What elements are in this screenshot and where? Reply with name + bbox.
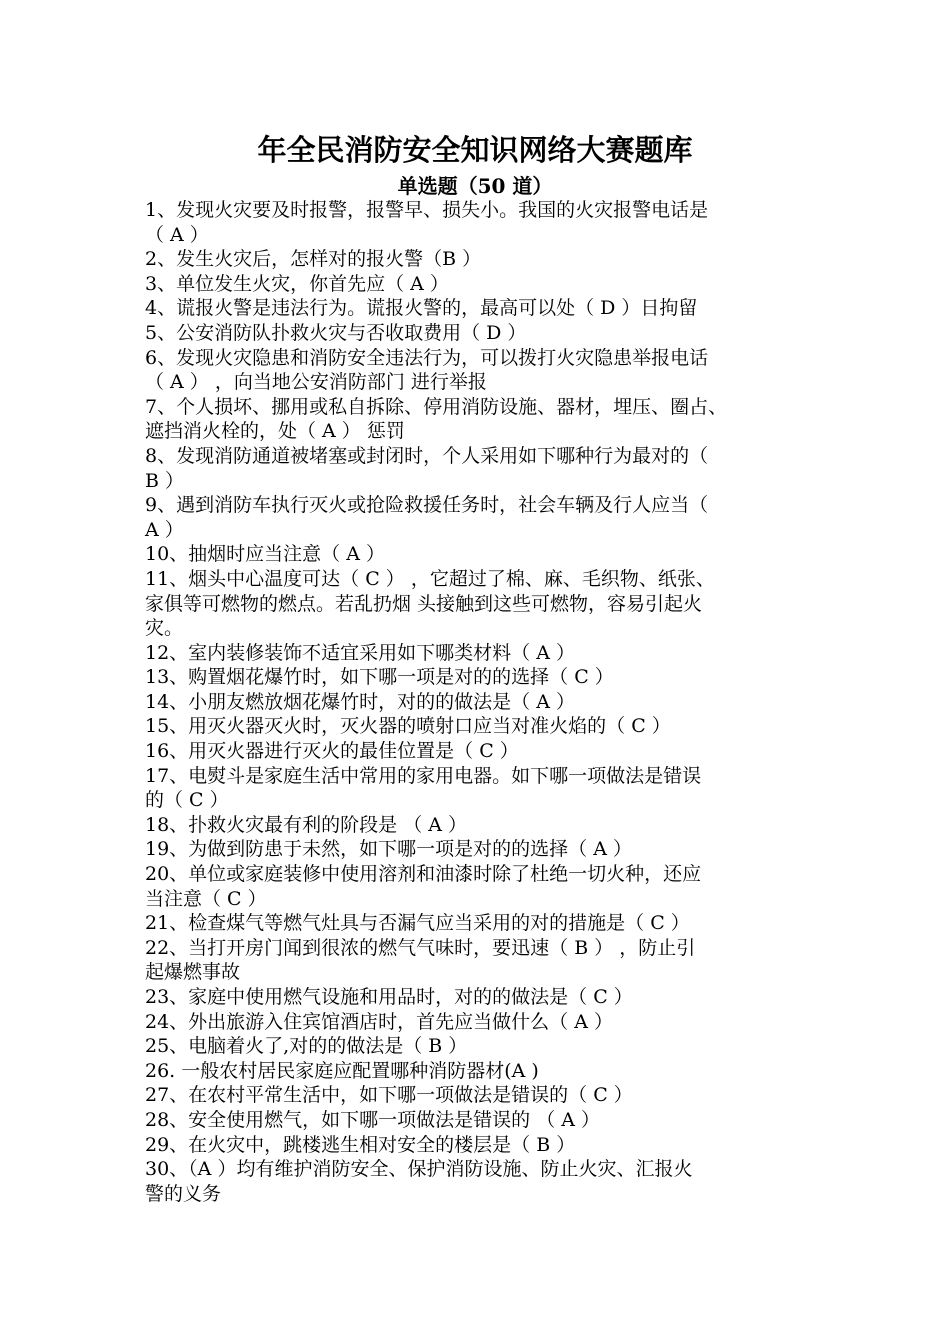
question-item [145, 862, 835, 911]
question-text-line: 8、发现消防通道被堵塞或封闭时，个人采用如下哪种行为最对的（ [145, 444, 709, 467]
question-item [145, 665, 835, 690]
question-item [145, 764, 835, 813]
question-item [145, 296, 835, 321]
question-text-line: 26. 一般农村居民家庭应配置哪种消防器材(A ) [145, 1059, 539, 1082]
question-item [145, 493, 835, 542]
question-text-line: 21、检查煤气等燃气灶具与否漏气应当采用的对的措施是（ C ） [145, 912, 690, 935]
question-text-line: 警的义务 [145, 1182, 222, 1205]
question-item [145, 813, 835, 838]
question-item [145, 641, 835, 666]
question-text-line: 19、为做到防患于未然，如下哪一项是对的的选择（ A ） [145, 838, 632, 861]
question-text-line: 20、单位或家庭装修中使用溶剂和油漆时除了杜绝一切火种，还应 [145, 863, 702, 886]
question-text-line: 28、安全使用燃气，如下哪一项做法是错误的 （ A ） [145, 1108, 601, 1131]
question-text-line: 23、家庭中使用燃气设施和用品时，对的的做法是（ C ） [145, 986, 633, 1008]
question-text-line: 遮挡消火栓的，处（ A ） 惩罚 [145, 420, 405, 443]
question-text-line: 当注意（ C ） [145, 887, 267, 910]
question-text-line: 2、发生火灾后，怎样对的报火警（B ） [145, 248, 482, 271]
question-list [145, 198, 835, 1206]
question-text-line: 25、电脑着火了,对的的做法是（ B ） [145, 1035, 468, 1058]
question-text-line: 起爆燃事故 [145, 961, 241, 984]
question-text-line: 3、单位发生火灾，你首先应（ A ） [145, 272, 449, 295]
question-text-line: 30、（A ）均有维护消防安全、保护消防设施、防止火灾、汇报火 [145, 1158, 693, 1181]
question-text-line: 16、用灭火器进行灭火的最佳位置是（ C ） [145, 740, 519, 763]
question-text-line: 18、扑救火灾最有利的阶段是 （ A ） [145, 813, 468, 836]
question-item [145, 936, 835, 985]
question-item [145, 1010, 835, 1035]
question-text-line: 27、在农村平常生活中，如下哪一项做法是错误的（ C ） [145, 1084, 633, 1107]
question-text-line: 14、小朋友燃放烟花爆竹时，对的的做法是（ A ） [145, 690, 575, 713]
question-text-line: 29、在火灾中，跳楼逃生相对安全的楼层是（ B ） [145, 1133, 576, 1156]
question-item [145, 1108, 835, 1133]
question-text-line: 13、购置烟花爆竹时，如下哪一项是对的的选择（ C ） [145, 666, 614, 689]
question-text-line: 7、个人损坏、挪用或私自拆除、停用消防设施、器材，埋压、圈占、 [145, 395, 728, 418]
question-text-line: 9、遇到消防车执行灭火或抢险救援任务时，社会车辆及行人应当（ [145, 494, 709, 517]
question-item [145, 198, 835, 247]
question-text-line: 家俱等可燃物的燃点。若乱扔烟 头接触到这些可燃物，容易引起火 [145, 592, 703, 615]
question-text-line: 灾。 [145, 617, 184, 640]
question-item [145, 272, 835, 297]
question-item [145, 1157, 835, 1206]
question-item [145, 567, 835, 641]
question-text-line: 22、当打开房门闻到很浓的燃气气味时，要迅速（ B ） ，防止引 [145, 936, 696, 959]
question-text-line: 12、室内装修装饰不适宜采用如下哪类材料（ A ） [145, 641, 575, 664]
question-item [145, 1059, 835, 1084]
question-item [145, 321, 835, 346]
question-text-line: 24、外出旅游入住宾馆酒店时，首先应当做什么（ A ） [145, 1010, 613, 1033]
question-item [145, 985, 835, 1010]
question-item [145, 395, 835, 444]
question-item [145, 247, 835, 272]
question-text-line: 1、发现火灾要及时报警，报警早、损失小。我国的火灾报警电话是 [145, 199, 709, 221]
question-item [145, 690, 835, 715]
question-item [145, 1133, 835, 1158]
question-text-line: 17、电熨斗是家庭生活中常用的家用电器。如下哪一项做法是错误 [145, 764, 702, 787]
question-item [145, 444, 835, 493]
question-text-line: 11、烟头中心温度可达（ C ） ，它超过了棉、麻、毛织物、纸张、 [145, 567, 715, 590]
question-text-line: 4、谎报火警是违法行为。谎报火警的，最高可以处（ D ）日拘留 [145, 297, 698, 320]
question-text-line: A ） [145, 518, 184, 541]
question-item [145, 714, 835, 739]
question-text-line: 15、用灭火器灭火时，灭火器的喷射口应当对准火焰的（ C ） [145, 715, 671, 738]
question-item [145, 346, 835, 395]
question-item [145, 911, 835, 936]
section-heading: 单选题（50 道） [397, 174, 553, 198]
question-item [145, 1034, 835, 1059]
question-text-line: 6、发现火灾隐患和消防安全违法行为，可以拨打火灾隐患举报电话 [145, 346, 709, 369]
question-item [145, 1083, 835, 1108]
question-text-line: 的（ C ） [145, 789, 229, 812]
question-item [145, 542, 835, 567]
question-text-line: 10、抽烟时应当注意（ A ） [145, 543, 385, 566]
question-item [145, 837, 835, 862]
question-text-line: 5、公安消防队扑救火灾与否收取费用（ D ） [145, 321, 527, 344]
question-text-line: （ A ） ，向当地公安消防部门 进行举报 [145, 371, 487, 394]
question-text-line: （ A ） [145, 223, 209, 246]
document-title: 年全民消防安全知识网络大赛题库 [257, 133, 693, 167]
question-item [145, 739, 835, 764]
question-text-line: B ） [145, 469, 185, 492]
